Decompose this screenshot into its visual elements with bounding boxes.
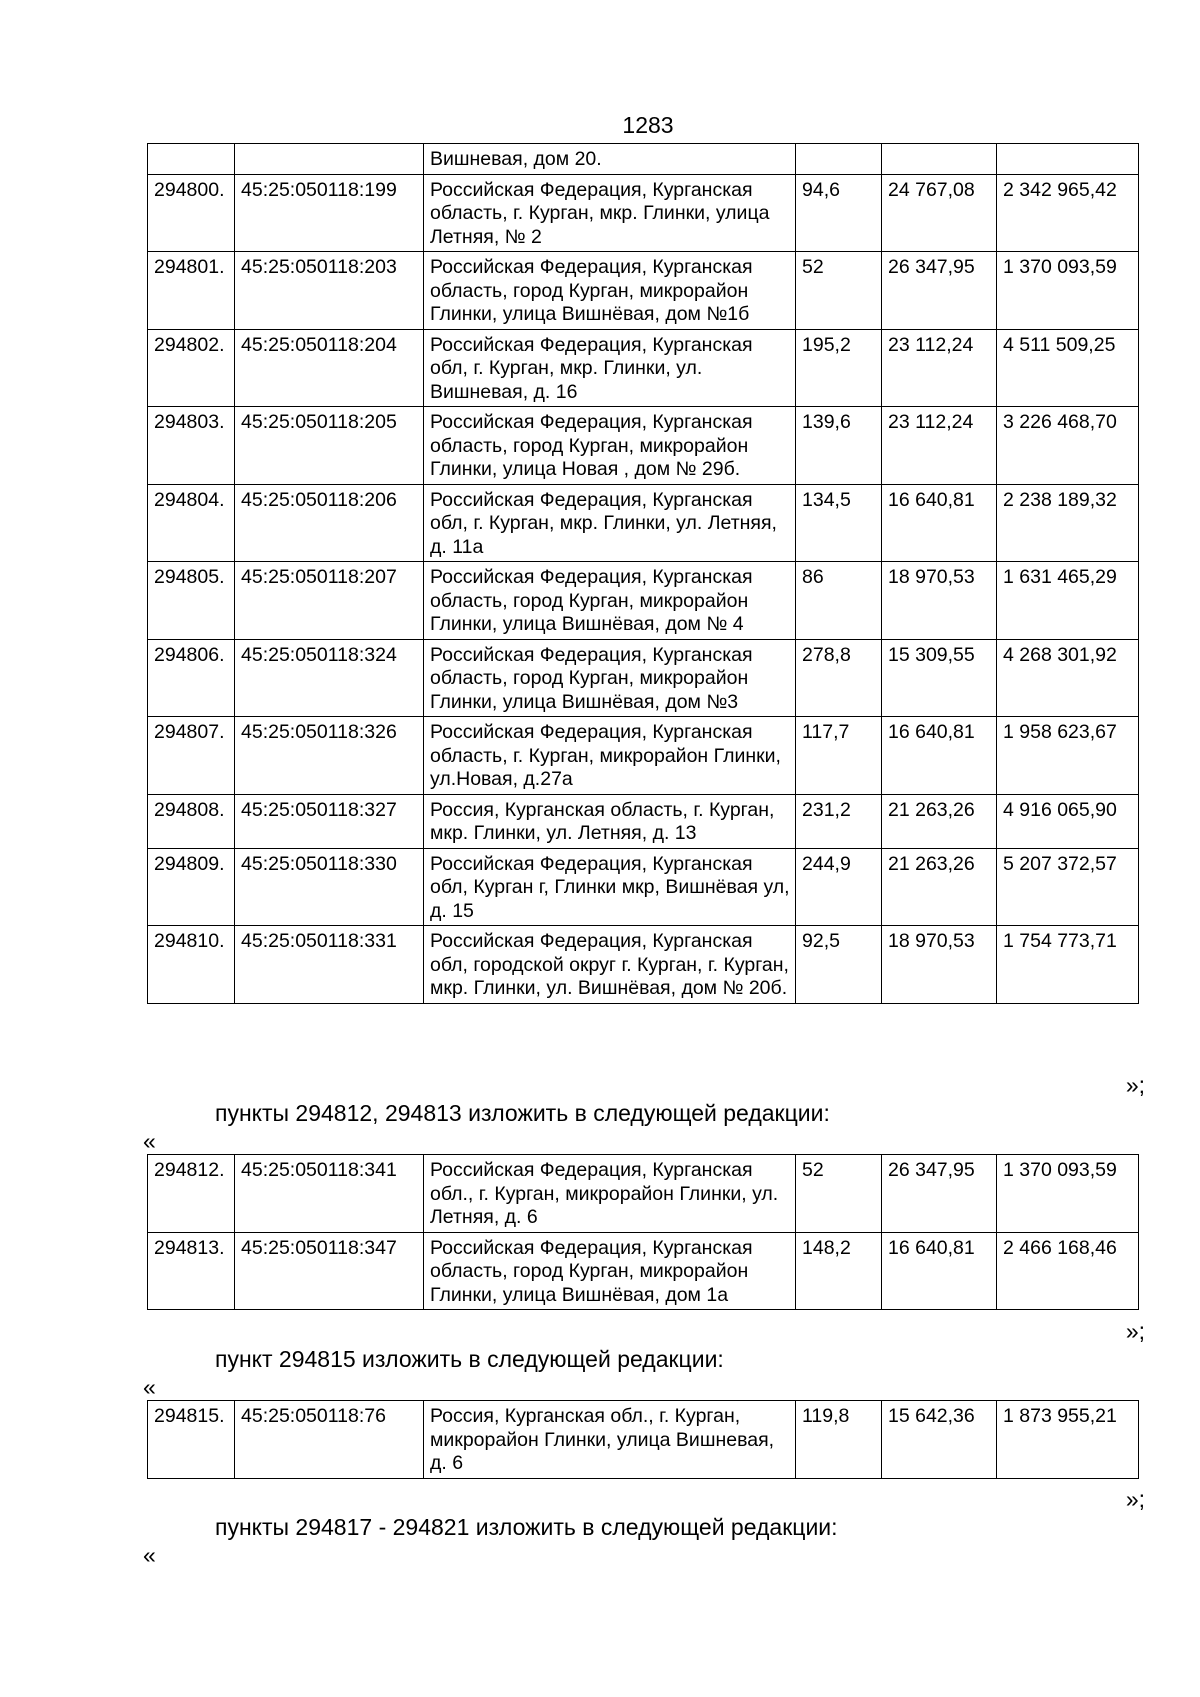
- table-row: [148, 794, 1139, 848]
- address-cell: Российская Федерация, Курганская обл, г. Курган, мкр. Глинки, ул. Вишневая, д. 16: [424, 329, 796, 407]
- specific-value-cell: 23 112,24: [882, 329, 997, 407]
- item-number-cell: 294810.: [148, 926, 235, 1004]
- cadastral-number-cell: 45:25:050118:347: [235, 1232, 424, 1310]
- area-cell: 52: [796, 252, 882, 330]
- table-row: [148, 1232, 1139, 1310]
- area-cell: 86: [796, 562, 882, 640]
- area-cell: 195,2: [796, 329, 882, 407]
- address-cell: Российская Федерация, Курганская область, город Курган, микрорайон Глинки, улица Вишнёвая, дом №1б: [424, 252, 796, 330]
- specific-value-cell: 23 112,24: [882, 407, 997, 485]
- cadastral-number-cell: 45:25:050118:324: [235, 639, 424, 717]
- table-row: [148, 174, 1139, 252]
- item-number-cell: 294815.: [148, 1401, 235, 1479]
- cadastral-number-cell: 45:25:050118:327: [235, 794, 424, 848]
- cadastral-value-cell: 4 916 065,90: [997, 794, 1139, 848]
- cadastral-number-cell: 45:25:050118:331: [235, 926, 424, 1004]
- address-cell: Россия, Курганская область, г. Курган, мкр. Глинки, ул. Летняя, д. 13: [424, 794, 796, 848]
- table-row: [148, 926, 1139, 1004]
- table-body: [148, 1401, 1139, 1479]
- item-number-cell: [148, 144, 235, 175]
- cadastral-number-cell: [235, 144, 424, 175]
- area-cell: 52: [796, 1155, 882, 1233]
- cadastral-value-cell: 2 342 965,42: [997, 174, 1139, 252]
- specific-value-cell: [882, 144, 997, 175]
- cadastral-value-cell: 1 370 093,59: [997, 252, 1139, 330]
- closing-quote: »;: [1125, 1072, 1145, 1098]
- address-cell: Российская Федерация, Курганская обл., г. Курган, микрорайон Глинки, ул. Летняя, д. 6: [424, 1155, 796, 1233]
- opening-quote: «: [143, 1542, 156, 1568]
- specific-value-cell: 16 640,81: [882, 1232, 997, 1310]
- address-cell: Российская Федерация, Курганская область, г. Курган, микрорайон Глинки, ул.Новая, д.27а: [424, 717, 796, 795]
- table-row: [148, 252, 1139, 330]
- area-cell: 231,2: [796, 794, 882, 848]
- specific-value-cell: 24 767,08: [882, 174, 997, 252]
- area-cell: 139,6: [796, 407, 882, 485]
- table-row: [148, 1401, 1139, 1479]
- item-number-cell: 294812.: [148, 1155, 235, 1233]
- area-cell: 148,2: [796, 1232, 882, 1310]
- cadastral-value-cell: 1 754 773,71: [997, 926, 1139, 1004]
- specific-value-cell: 26 347,95: [882, 252, 997, 330]
- specific-value-cell: 21 263,26: [882, 794, 997, 848]
- cadastral-value-cell: [997, 144, 1139, 175]
- address-cell: Российская Федерация, Курганская область, город Курган, микрорайон Глинки, улица Вишнёвая, дом 1а: [424, 1232, 796, 1310]
- cadastral-value-cell: 2 238 189,32: [997, 484, 1139, 562]
- address-cell: Российская Федерация, Курганская область, город Курган, микрорайон Глинки, улица Новая , дом № 29б.: [424, 407, 796, 485]
- closing-quote: »;: [1125, 1318, 1145, 1344]
- cadastral-number-cell: 45:25:050118:204: [235, 329, 424, 407]
- area-cell: 119,8: [796, 1401, 882, 1479]
- instruction-text: пункт 294815 изложить в следующей редакции:: [215, 1346, 724, 1372]
- address-cell: Российская Федерация, Курганская область, город Курган, микрорайон Глинки, улица Вишнёвая, дом № 4: [424, 562, 796, 640]
- registry-table-1: [147, 143, 1139, 1004]
- table-body: [148, 144, 1139, 1004]
- opening-quote: «: [143, 1128, 156, 1154]
- address-cell: Россия, Курганская обл., г. Курган, микрорайон Глинки, улица Вишневая, д. 6: [424, 1401, 796, 1479]
- area-cell: [796, 144, 882, 175]
- item-number-cell: 294809.: [148, 848, 235, 926]
- specific-value-cell: 16 640,81: [882, 717, 997, 795]
- closing-quote: »;: [1125, 1486, 1145, 1512]
- table-row: [148, 562, 1139, 640]
- item-number-cell: 294813.: [148, 1232, 235, 1310]
- specific-value-cell: 16 640,81: [882, 484, 997, 562]
- area-cell: 134,5: [796, 484, 882, 562]
- cadastral-value-cell: 3 226 468,70: [997, 407, 1139, 485]
- area-cell: 244,9: [796, 848, 882, 926]
- registry-table-2: [147, 1154, 1139, 1310]
- specific-value-cell: 21 263,26: [882, 848, 997, 926]
- table-row: [148, 848, 1139, 926]
- cadastral-number-cell: 45:25:050118:199: [235, 174, 424, 252]
- address-cell: Российская Федерация, Курганская обл, г. Курган, мкр. Глинки, ул. Летняя, д. 11а: [424, 484, 796, 562]
- item-number-cell: 294800.: [148, 174, 235, 252]
- table-row: [148, 407, 1139, 485]
- item-number-cell: 294801.: [148, 252, 235, 330]
- cadastral-number-cell: 45:25:050118:203: [235, 252, 424, 330]
- instruction-text: пункты 294812, 294813 изложить в следующей редакции:: [215, 1100, 830, 1126]
- table-row: [148, 484, 1139, 562]
- item-number-cell: 294806.: [148, 639, 235, 717]
- cadastral-number-cell: 45:25:050118:76: [235, 1401, 424, 1479]
- address-cell: Российская Федерация, Курганская область, г. Курган, мкр. Глинки, улица Летняя, № 2: [424, 174, 796, 252]
- specific-value-cell: 18 970,53: [882, 562, 997, 640]
- specific-value-cell: 15 309,55: [882, 639, 997, 717]
- cadastral-value-cell: 1 631 465,29: [997, 562, 1139, 640]
- table-row: [148, 717, 1139, 795]
- area-cell: 92,5: [796, 926, 882, 1004]
- address-cell: Российская Федерация, Курганская область, город Курган, микрорайон Глинки, улица Вишнёвая, дом №3: [424, 639, 796, 717]
- specific-value-cell: 18 970,53: [882, 926, 997, 1004]
- item-number-cell: 294805.: [148, 562, 235, 640]
- opening-quote: «: [143, 1374, 156, 1400]
- cadastral-value-cell: 1 958 623,67: [997, 717, 1139, 795]
- table-row: [148, 1155, 1139, 1233]
- cadastral-number-cell: 45:25:050118:206: [235, 484, 424, 562]
- item-number-cell: 294808.: [148, 794, 235, 848]
- cadastral-number-cell: 45:25:050118:207: [235, 562, 424, 640]
- item-number-cell: 294803.: [148, 407, 235, 485]
- item-number-cell: 294807.: [148, 717, 235, 795]
- item-number-cell: 294804.: [148, 484, 235, 562]
- table-row: [148, 639, 1139, 717]
- cadastral-number-cell: 45:25:050118:326: [235, 717, 424, 795]
- area-cell: 117,7: [796, 717, 882, 795]
- cadastral-number-cell: 45:25:050118:341: [235, 1155, 424, 1233]
- address-cell: Российская Федерация, Курганская обл, Курган г, Глинки мкр, Вишнёвая ул, д. 15: [424, 848, 796, 926]
- address-cell: Российская Федерация, Курганская обл, городской округ г. Курган, г. Курган, мкр. Глинки, ул. Вишнёвая, дом № 20б.: [424, 926, 796, 1004]
- cadastral-value-cell: 4 511 509,25: [997, 329, 1139, 407]
- area-cell: 278,8: [796, 639, 882, 717]
- specific-value-cell: 15 642,36: [882, 1401, 997, 1479]
- table-row: [148, 329, 1139, 407]
- item-number-cell: 294802.: [148, 329, 235, 407]
- table-body: [148, 1155, 1139, 1310]
- area-cell: 94,6: [796, 174, 882, 252]
- page-number: 1283: [622, 112, 674, 138]
- cadastral-value-cell: 1 370 093,59: [997, 1155, 1139, 1233]
- table-row: [148, 144, 1139, 175]
- cadastral-value-cell: 5 207 372,57: [997, 848, 1139, 926]
- specific-value-cell: 26 347,95: [882, 1155, 997, 1233]
- cadastral-number-cell: 45:25:050118:205: [235, 407, 424, 485]
- cadastral-value-cell: 1 873 955,21: [997, 1401, 1139, 1479]
- registry-table-3: [147, 1400, 1139, 1479]
- address-cell: Вишневая, дом 20.: [424, 144, 796, 175]
- cadastral-number-cell: 45:25:050118:330: [235, 848, 424, 926]
- cadastral-value-cell: 2 466 168,46: [997, 1232, 1139, 1310]
- cadastral-value-cell: 4 268 301,92: [997, 639, 1139, 717]
- instruction-text: пункты 294817 - 294821 изложить в следующей редакции:: [215, 1514, 838, 1540]
